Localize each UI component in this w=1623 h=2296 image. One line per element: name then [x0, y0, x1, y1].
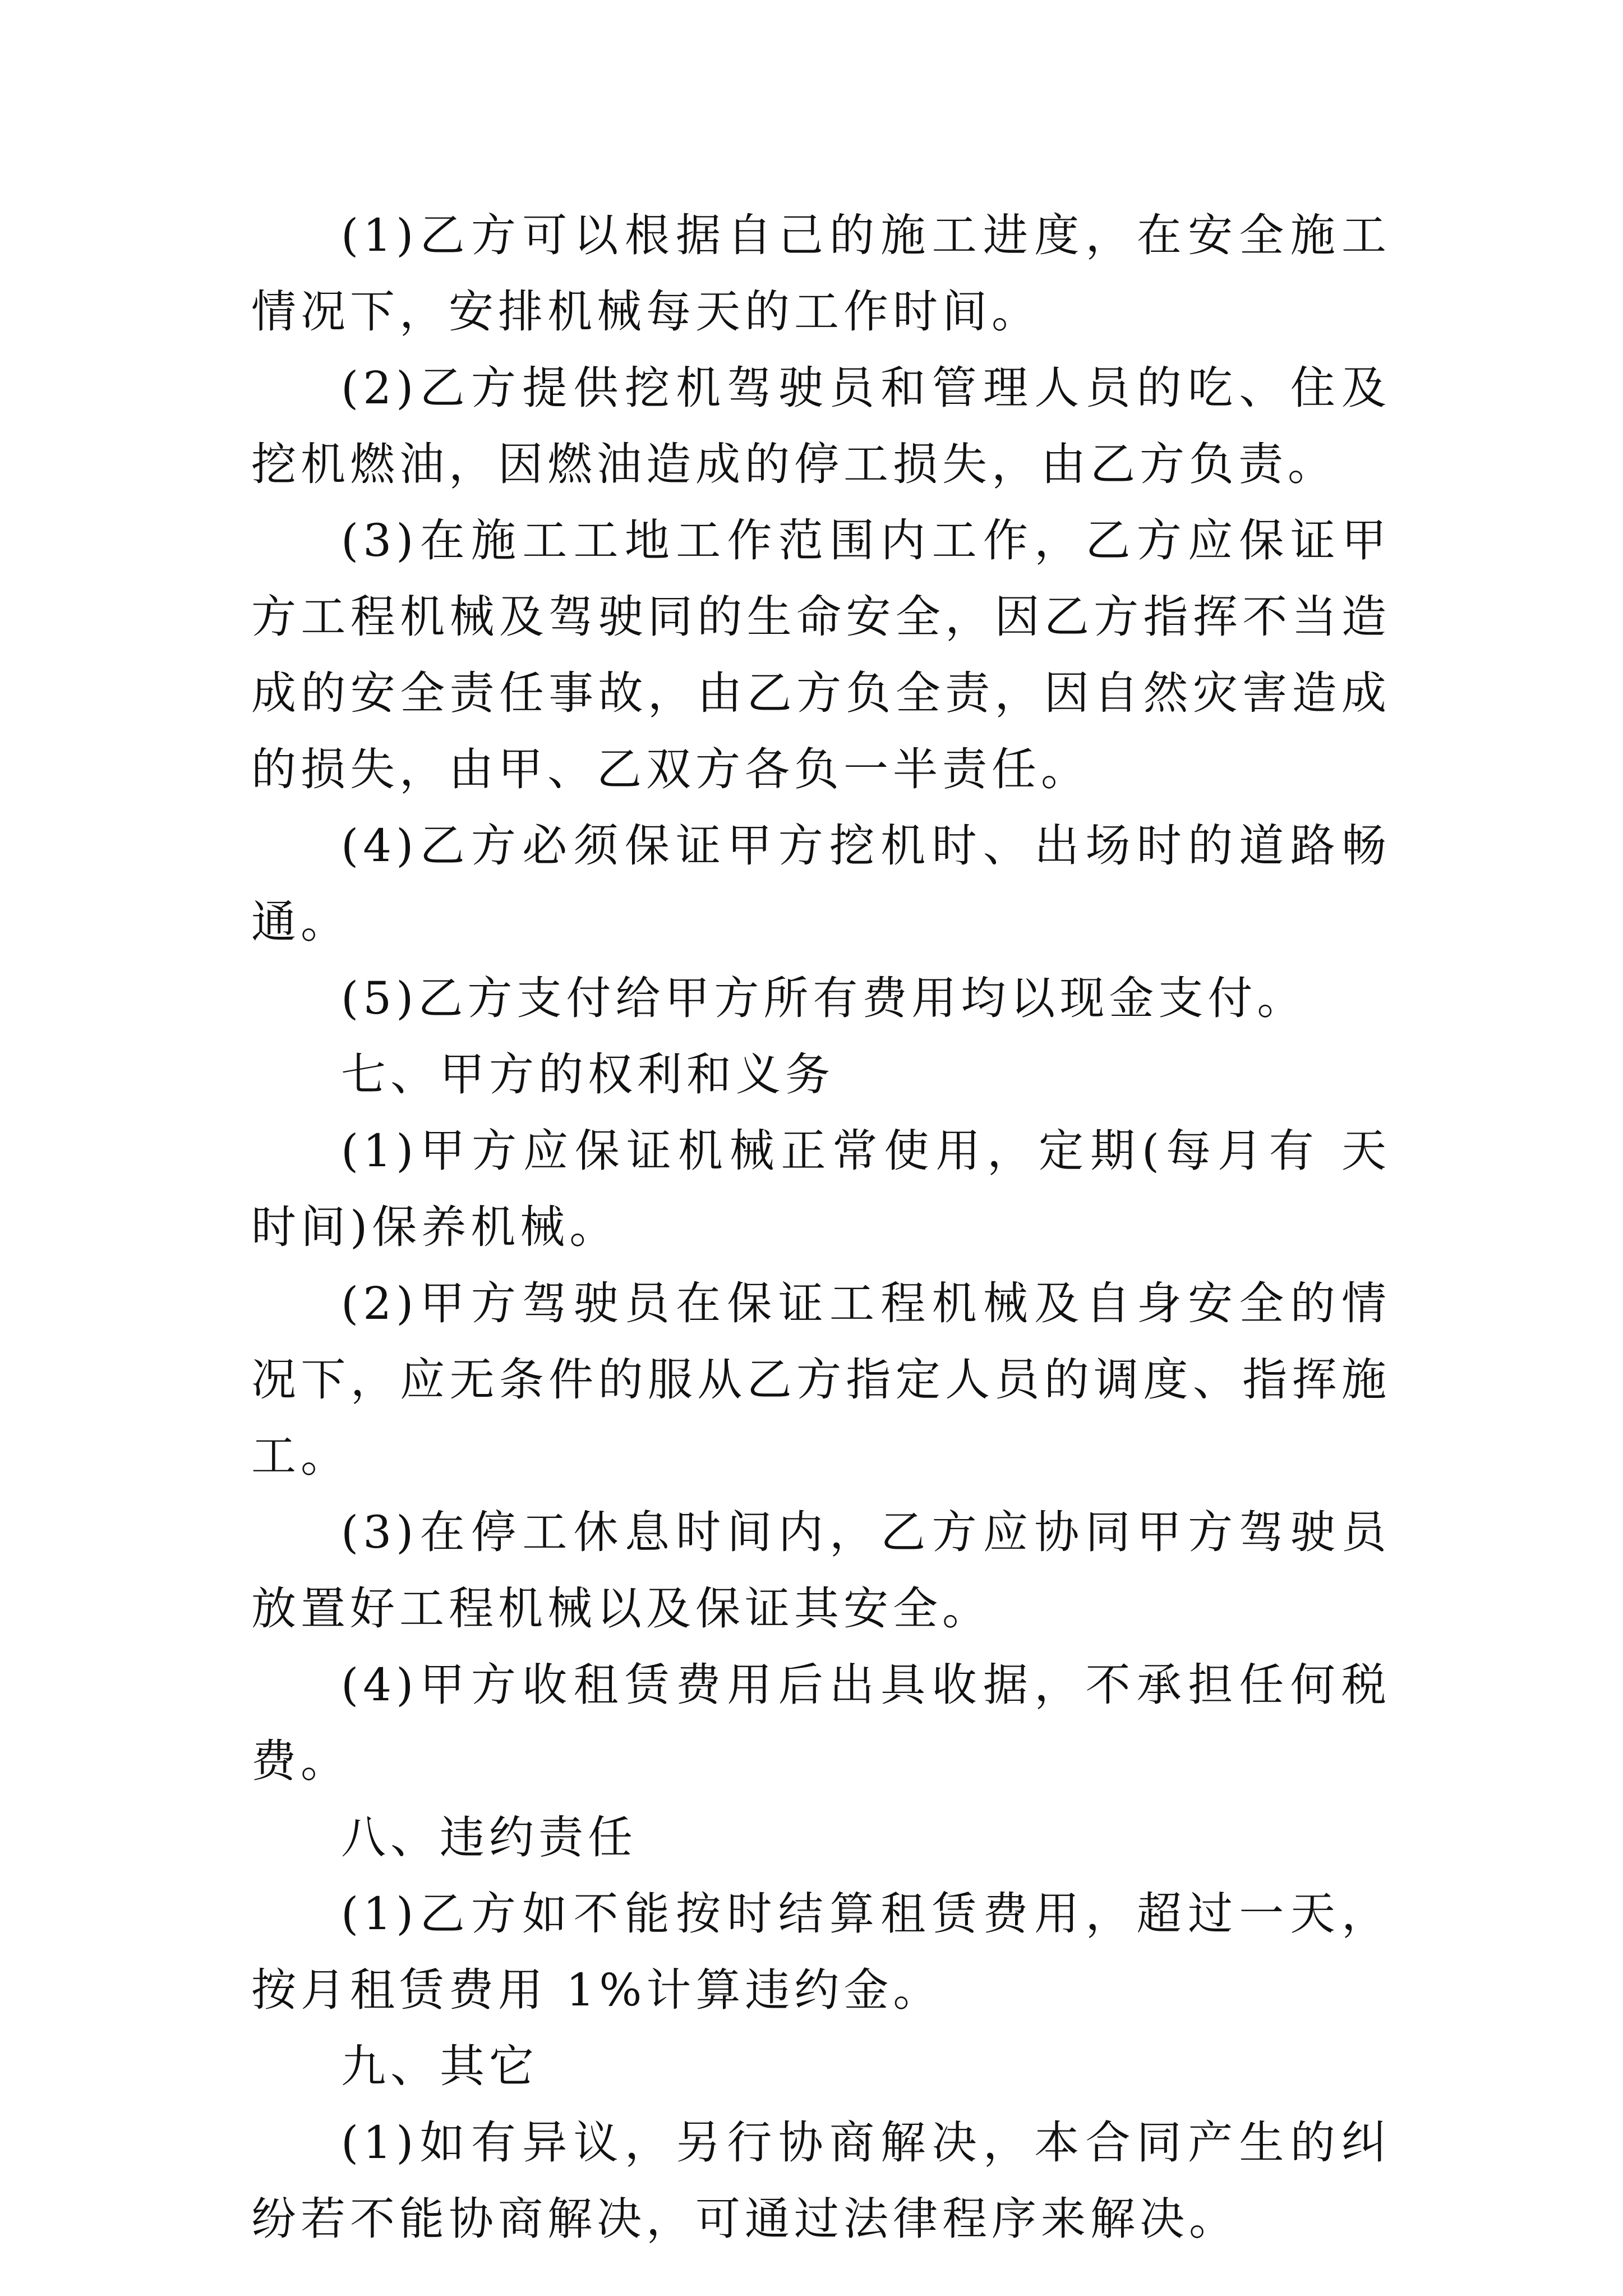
document-body	[251, 197, 1391, 2257]
paragraph-jia-clause-3: (3)在停工休息时间内，乙方应协同甲方驾驶员放置好工程机械以及保证其安全。	[251, 1506, 1391, 1635]
paragraph-yi-clause-5: (5)乙方支付给甲方所有费用均以现金支付。	[341, 972, 1307, 1024]
paragraph-yi-clause-4: (4)乙方必须保证甲方挖机时、出场时的道路畅通。	[251, 820, 1391, 948]
paragraph-yi-clause-3: (3)在施工工地工作范围内工作，乙方应保证甲方工程机械及驾驶同的生命安全，因乙方指挥不当造成的安全责任事故，由乙方负全责，因自然灾害造成的损失，由甲、乙双方各负一半责任。	[251, 514, 1391, 795]
paragraph-jia-clause-4: (4)甲方收租赁费用后出具收据，不承担任何税费。	[251, 1659, 1391, 1787]
paragraph-jia-clause-1: (1)甲方应保证机械正常使用，定期(每月有 天时间)保养机械。	[251, 1125, 1391, 1253]
paragraph-breach-clause-1: (1)乙方如不能按时结算租赁费用，超过一天，按月租赁费用 1%计算违约金。	[251, 1888, 1391, 2016]
section-heading-9: 九、其它	[341, 2040, 538, 2092]
section-heading-8: 八、违约责任	[341, 1811, 637, 1864]
paragraph-yi-clause-2: (2)乙方提供挖机驾驶员和管理人员的吃、住及挖机燃油，因燃油造成的停工损失，由乙方负责。	[251, 362, 1391, 490]
section-heading-7: 七、甲方的权利和义务	[341, 1048, 834, 1101]
paragraph-yi-clause-1: (1)乙方可以根据自己的施工进度，在安全施工情况下，安排机械每天的工作时间。	[251, 209, 1391, 338]
paragraph-jia-clause-2: (2)甲方驾驶员在保证工程机械及自身安全的情况下，应无条件的服从乙方指定人员的调度、指挥施工。	[251, 1277, 1391, 1482]
paragraph-other-clause-1: (1)如有异议，另行协商解决，本合同产生的纠纷若不能协商解决，可通过法律程序来解决。	[251, 2116, 1391, 2245]
